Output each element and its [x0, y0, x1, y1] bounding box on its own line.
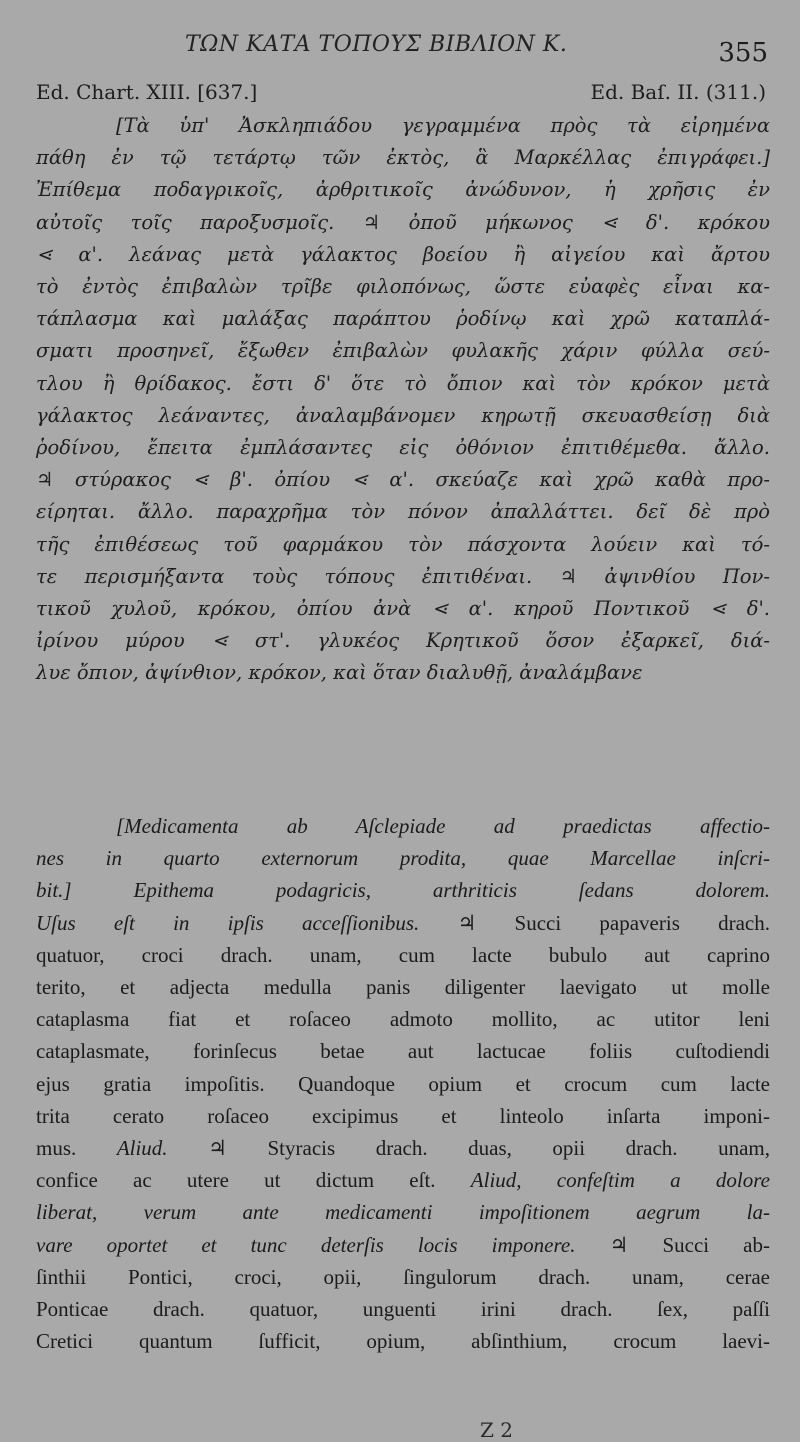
latin-roman-segment: ♃ Succi ab- [575, 1232, 770, 1257]
edition-chartier-ref: Ed. Chart. XIII. [637.] [36, 80, 258, 104]
latin-text-line [36, 1068, 770, 1100]
latin-roman-segment: quatuor, croci drach. unam, cum lacte bubulo aut caprino [36, 942, 770, 967]
latin-text-line [36, 874, 770, 906]
latin-italic-segment: Uſus eſt in ipſis acceſſionibus. [36, 910, 420, 935]
greek-text-line: αὐτοῖς τοῖς παροξυσμοῖς. ♃ ὀποῦ μήκωνος ⋖ δ'. κρόκου [36, 210, 770, 234]
latin-italic-segment: Aliud. [116, 1136, 168, 1161]
latin-italic-segment: nes in quarto externorum prodita, quae Marcellae inſcri- [36, 846, 770, 871]
greek-text-line: ῥοδίνου, ἔπειτα ἐμπλάσαντες εἰς ὀθόνιον ἐπιτιθέμεθα. ἄλλο. [36, 436, 770, 460]
latin-text-line [36, 939, 770, 971]
latin-text-line [36, 1100, 770, 1132]
latin-roman-segment: trita cerato roſaceo excipimus et linteolo inſarta imponi- [36, 1103, 770, 1128]
latin-roman-segment: ejus gratia impoſitis. Quandoque opium et crocum cum lacte [36, 1071, 770, 1096]
page-header [0, 30, 800, 70]
latin-text-line [36, 1293, 770, 1325]
latin-italic-segment: [Medicamenta ab Aſclepiade ad praedictas affectio- [116, 814, 770, 838]
latin-text-line [36, 1229, 770, 1261]
latin-text-line [36, 1164, 770, 1196]
latin-text-block [36, 810, 770, 1357]
edition-reference-line [36, 80, 766, 110]
greek-text-line: πάθη ἐν τῷ τετάρτῳ τῶν ἐκτὸς, ἃ Μαρκέλλας ἐπιγράφει.] [36, 146, 770, 170]
latin-text-line [36, 1035, 770, 1067]
signature-mark: Z 2 [480, 1418, 513, 1442]
latin-text-line [36, 907, 770, 939]
latin-text-line [36, 971, 770, 1003]
latin-roman-segment: cataplasmate, forinſecus betae aut lactucae foliis cuſtodiendi [36, 1039, 770, 1064]
greek-text-line: τάπλασμα καὶ μαλάξας παράπτου ῥοδίνῳ καὶ χρῶ καταπλά- [36, 307, 770, 331]
latin-text-line [36, 1003, 770, 1035]
latin-text-line [36, 1196, 770, 1228]
page-number: 355 [718, 38, 768, 68]
greek-text-line: ♃ στύρακος ⋖ β'. ὀπίου ⋖ α'. σκεύαζε καὶ χρῶ καθὰ προ- [36, 468, 770, 492]
latin-roman-segment: Ponticae drach. quatuor, unguenti irini drach. ſex, paſſi [36, 1297, 770, 1322]
latin-roman-segment: mus. [36, 1136, 117, 1161]
greek-text-line: τε περισμήξαντα τοὺς τόπους ἐπιτιθέναι. ♃ ἀψινθίου Πον- [36, 564, 770, 588]
latin-text-line [36, 1325, 770, 1357]
greek-text-line: [Τὰ ὑπ' Ἀσκληπιάδου γεγραμμένα πρὸς τὰ εἰρημένα [116, 114, 770, 137]
greek-text-line: τλου ἢ θρίδακος. ἔστι δ' ὅτε τὸ ὄπιον καὶ τὸν κρόκον μετὰ [36, 371, 770, 395]
greek-text-block [36, 110, 770, 690]
latin-italic-segment: bit.] Epithema podagricis, arthriticis ſedans dolorem. [36, 878, 770, 903]
greek-text-line: είρηται. ἄλλο. παραχρῆμα τὸν πόνον ἀπαλλάττει. δεῖ δὲ πρὸ [36, 500, 770, 524]
greek-text-line: γάλακτος λεάναντες, ἀναλαμβάνομεν κηρωτῇ σκευασθείσῃ διὰ [36, 403, 770, 427]
greek-text-line: Ἐπίθεμα ποδαγρικοῖς, ἀρθριτικοῖς ἀνώδυνον, ἡ χρῆσις ἐν [36, 178, 770, 202]
greek-text-line: ἰρίνου μύρου ⋖ στ'. γλυκέος Κρητικοῦ ὅσον ἐξαρκεῖ, διά- [36, 629, 770, 653]
latin-text-line [36, 1261, 770, 1293]
edition-basel-ref: Ed. Baſ. II. (311.) [590, 80, 766, 104]
latin-roman-segment: ſinthii Pontici, croci, opii, ſingulorum drach. unam, cerae [36, 1264, 770, 1289]
latin-italic-segment: vare oportet et tunc deterſis locis imponere. [36, 1232, 576, 1257]
latin-text-line [36, 842, 770, 874]
latin-italic-segment: liberat, verum ante medicamenti impoſitionem aegrum la- [36, 1200, 770, 1225]
latin-italic-segment: Aliud, confeſtim a dolore [470, 1168, 770, 1193]
latin-roman-segment: ♃ Succi papaveris drach. [419, 910, 770, 935]
latin-roman-segment: terito, et adjecta medulla panis diligenter laevigato ut molle [36, 975, 770, 1000]
latin-text-line [36, 810, 770, 842]
greek-text-line: λυε ὄπιον, ἀψίνθιον, κρόκον, καὶ ὅταν διαλυθῇ, ἀναλάμβανε [36, 661, 643, 685]
latin-roman-segment: cataplasma fiat et roſaceo admoto mollito, ac utitor leni [36, 1007, 770, 1032]
greek-text-line: τικοῦ χυλοῦ, κρόκου, ὀπίου ἀνὰ ⋖ α'. κηροῦ Ποντικοῦ ⋖ δ'. [36, 597, 770, 621]
greek-text-line: σματι προσηνεῖ, ἔξωθεν ἐπιβαλὼν φυλακῆς χάριν φύλλα σεύ- [36, 339, 770, 363]
latin-roman-segment: confice ac utere ut dictum eſt. [36, 1168, 471, 1193]
latin-roman-segment: ♃ Styracis drach. duas, opii drach. unam, [167, 1136, 770, 1161]
running-title: ΤΩΝ ΚΑΤΑ ΤΟΠΟΥΣ ΒΙΒΛΙΟΝ Κ. [185, 32, 568, 57]
greek-text-line: τὸ ἐντὸς ἐπιβαλὼν τρῖβε φιλοπόνως, ὥστε εὐαφὲς εἶναι κα- [36, 275, 770, 299]
latin-roman-segment: Cretici quantum ſufficit, opium, abſinthium, crocum laevi- [36, 1329, 770, 1354]
latin-text-line [36, 1132, 770, 1164]
greek-text-line: ⋖ α'. λεάνας μετὰ γάλακτος βοείου ἢ αἰγείου καὶ ἄρτου [36, 242, 770, 266]
greek-text-line: τῆς ἐπιθέσεως τοῦ φαρμάκου τὸν πάσχοντα λούειν καὶ τό- [36, 532, 770, 556]
